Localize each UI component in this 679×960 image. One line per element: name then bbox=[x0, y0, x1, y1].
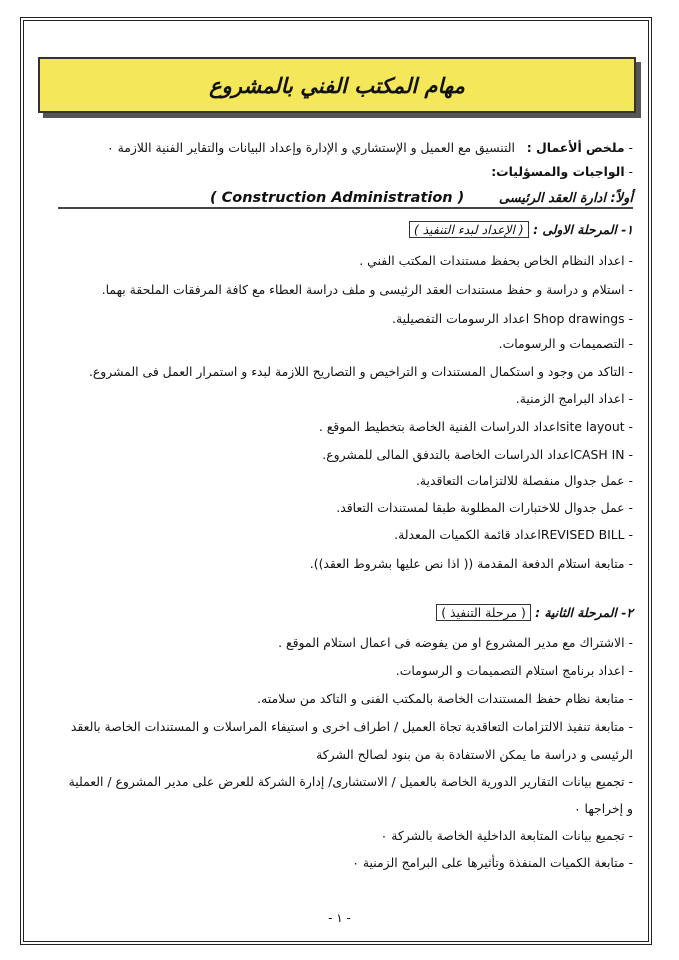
list-item: - اعداد برنامج استلام التصميمات و الرسومات. bbox=[395, 663, 633, 678]
section1-heading bbox=[58, 190, 633, 209]
list-item: - متابعة الكميات المنفذة وتأثيرها على البرامج الزمنية ٠ bbox=[352, 855, 633, 870]
list-item: - اعداد البرامج الزمنية. bbox=[515, 391, 633, 406]
summary-text: التنسيق مع العميل و الإستشاري و الإدارة وإعداد البيانات والتقاير الفنية اللازمة ٠ bbox=[107, 140, 515, 155]
summary-line: - ملخص ألأعمال : التنسيق مع العميل و الإستشاري و الإدارة وإعداد البيانات والتقاير الفنية اللازمة ٠ bbox=[107, 140, 633, 155]
list-item: - التاكد من وجود و استكمال المستندات و التراخيص و التصاريح اللازمة لبدء و استمرار العمل فى المشروع. bbox=[88, 364, 633, 379]
list-item: - التصميمات و الرسومات. bbox=[498, 336, 633, 351]
list-item: - عمل جدوال للاختبارات المطلوبة طبقا لمستندات التعاقد. bbox=[336, 500, 633, 515]
list-item: - متابعة استلام الدفعة المقدمة (( اذا نص عليها بشروط العقد)). bbox=[309, 556, 633, 571]
title-banner bbox=[38, 57, 636, 113]
list-item: - site layoutاعداد الدراسات الفنية الخاصة بتخطيط الموقع . bbox=[318, 419, 633, 434]
list-item: - CASH INاعداد الدراسات الخاصة بالتدفق المالى للمشروع. bbox=[322, 447, 633, 462]
duties-heading: الواجبات والمسؤليات: bbox=[491, 164, 625, 179]
list-item: - الاشتراك مع مدير المشروع او من يفوضه فى اعمال استلام الموقع . bbox=[278, 635, 633, 650]
list-item: - متابعة نظام حفظ المستندات الخاصة بالمكتب الفنى و التاكد من سلامته. bbox=[257, 691, 633, 706]
phase2-heading bbox=[436, 605, 633, 620]
list-item-continuation: الرئيسى و دراسة ما يمكن الاستفادة بة من بنود لصالح الشركة bbox=[316, 747, 633, 762]
list-item-continuation: و إخراجها ٠ bbox=[573, 801, 633, 816]
section1-heading-ar: أولاً: ادارة العقد الرئيسى bbox=[498, 191, 633, 206]
phase1-number: ١- المرحلة الاولى : bbox=[533, 222, 633, 237]
phase2-number: ٢- المرحلة الثانية : bbox=[535, 605, 633, 620]
list-item: - Shop drawings اعداد الرسومات التفصيلية. bbox=[392, 311, 633, 326]
phase1-label: ( الإعداد لبدء التنفيذ ) bbox=[409, 221, 529, 238]
phase2-label: ( مرحلة التنفيذ ) bbox=[436, 604, 531, 621]
list-item: - تجميع بيانات المتابعة الداخلية الخاصة بالشركة ٠ bbox=[380, 828, 633, 843]
page-number: - ١ - bbox=[328, 911, 351, 925]
list-item: - عمل جدوال منفصلة للالتزامات التعاقدية. bbox=[415, 473, 633, 488]
list-item: - اعداد النظام الخاص بحفظ مستندات المكتب الفني . bbox=[359, 253, 633, 268]
list-item: - استلام و دراسة و حفظ مستندات العقد الرئيسى و ملف دراسة العطاء مع كافة المرفقات الملحقة بهما. bbox=[101, 282, 633, 297]
list-item: - متابعة تنفيذ الالتزامات التعاقدية تجاة العميل / اطراف اخرى و استيفاء المراسلات و المستندات الخاصة بالعقد bbox=[70, 719, 633, 734]
duties-line: - الواجبات والمسؤليات: bbox=[491, 164, 633, 179]
list-item: - REVISED BILLاعداد قائمة الكميات المعدلة. bbox=[394, 527, 633, 542]
section1-heading-en: ( Construction Administration ) bbox=[209, 190, 465, 206]
summary-label: ملخص ألأعمال : bbox=[526, 140, 625, 155]
phase1-heading bbox=[409, 222, 633, 237]
list-item: - تجميع بيانات التقارير الدورية الخاصة بالعميل / الاستشارى/ إدارة الشركة للعرض على مدير المشروع / العملية bbox=[68, 774, 633, 789]
page-title: مهام المكتب الفني بالمشروع bbox=[209, 72, 465, 98]
